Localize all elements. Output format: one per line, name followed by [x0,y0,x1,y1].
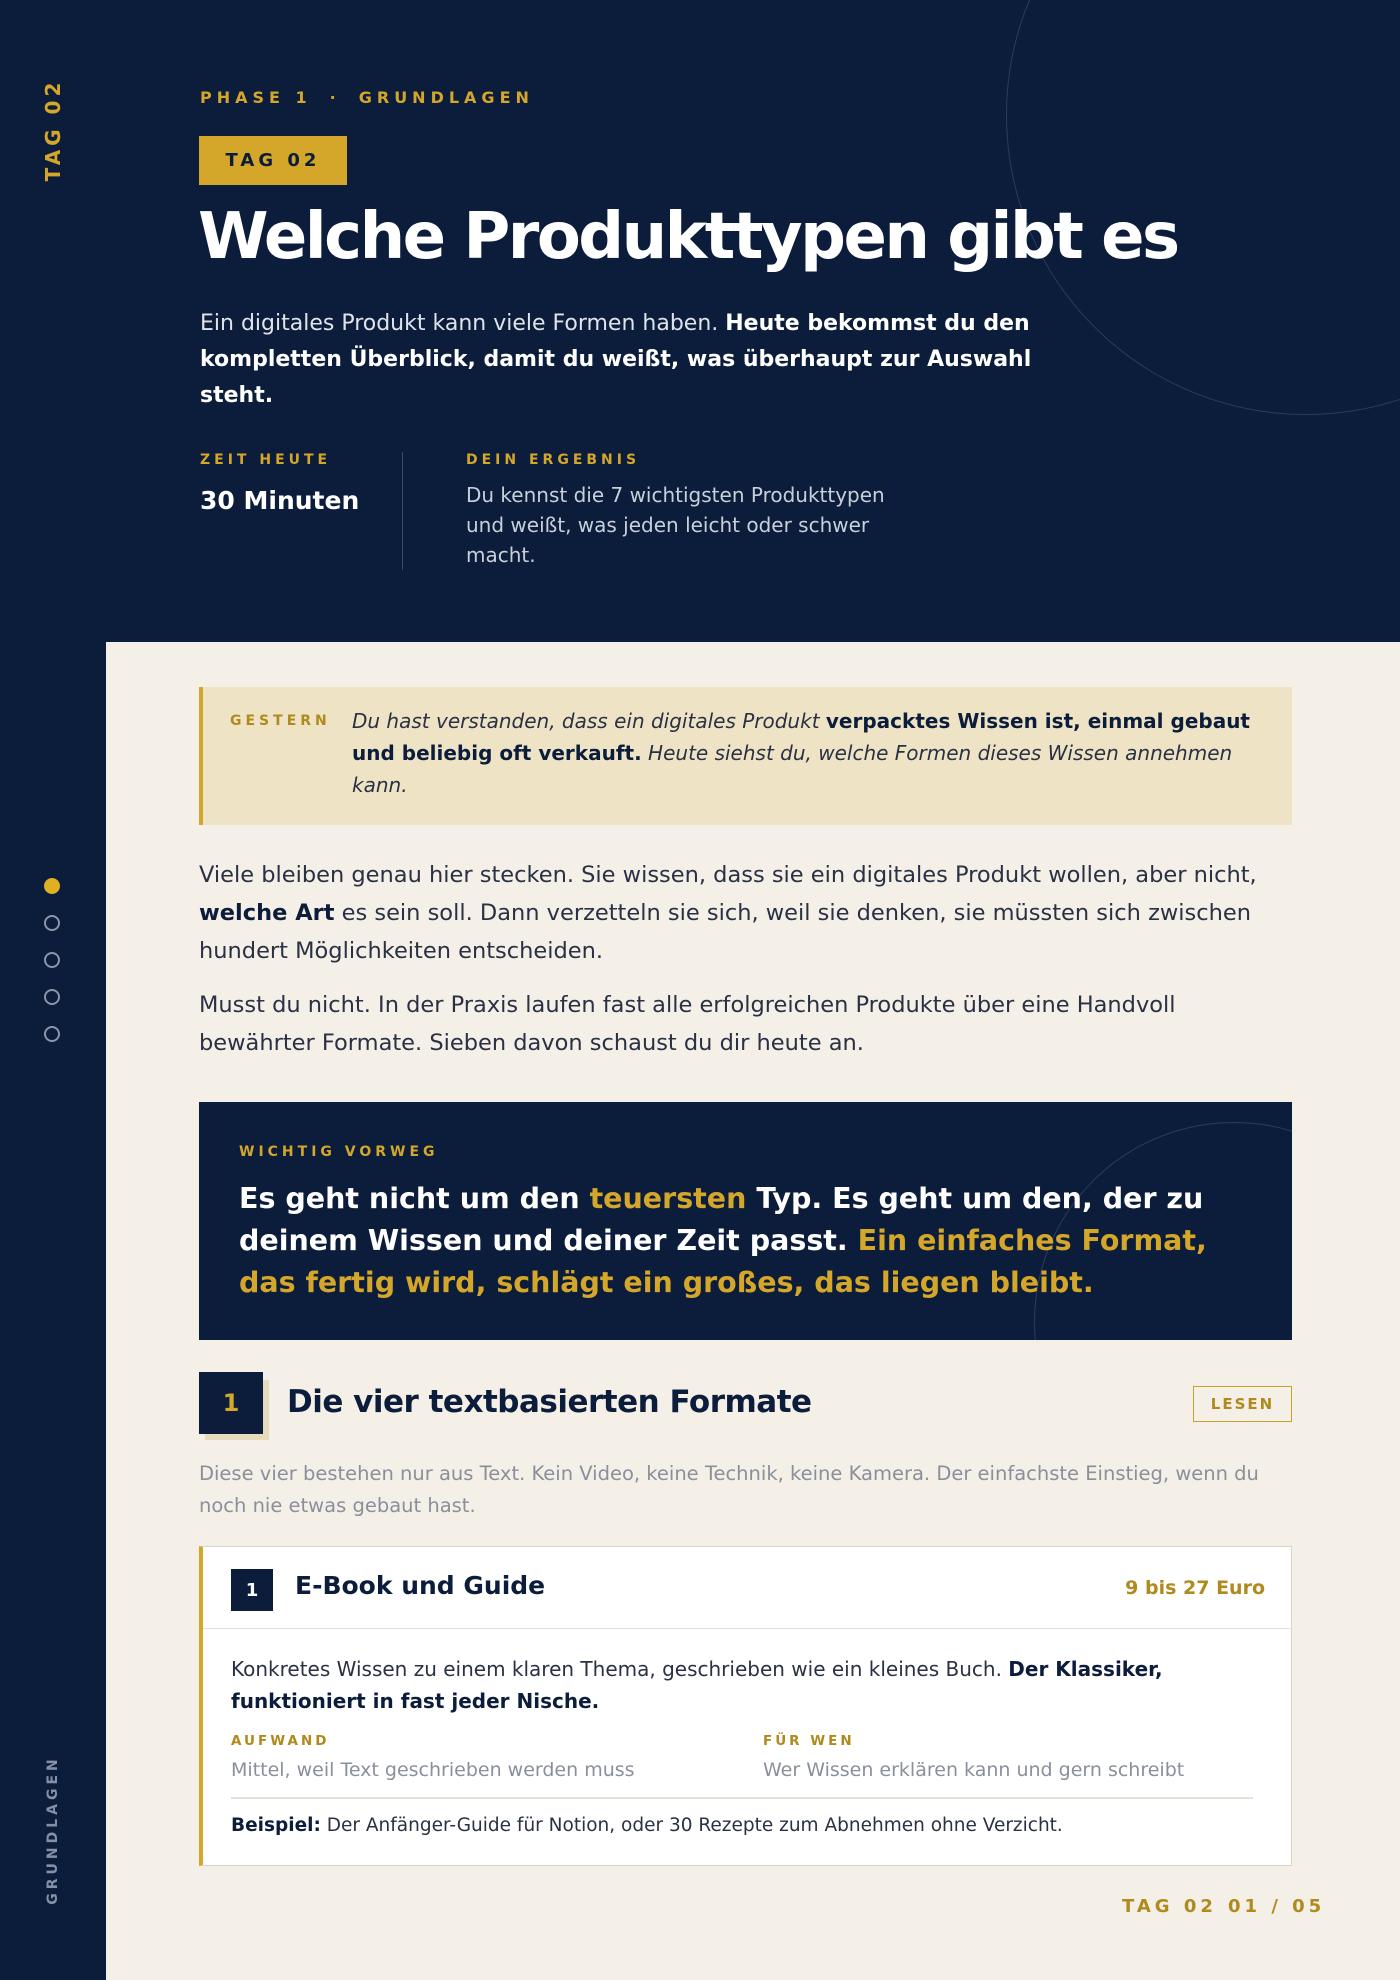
product-card [199,1546,1292,1866]
left-rail [0,0,106,1980]
important-label: WICHTIG VORWEG [239,1144,439,1160]
footer-day-tag: TAG 02 [1122,1896,1217,1917]
audience-label: FÜR WEN [763,1733,855,1749]
lead-paragraph: Ein digitales Produkt kann viele Formen haben. Heute bekommst du den kompletten Überblick, damit du weißt, was überhaupt zur Auswahl steht. [200,311,1032,408]
section-title: Die vier textbasierten Formate [287,1384,812,1420]
important-callout [199,1102,1292,1340]
result-text: Du kennst die 7 wichtigsten Produkttypen und weißt, was jeden leicht oder schwer macht. [466,483,885,567]
important-text: Es geht nicht um den teuersten Typ. Es geht um den, der zu deinem Wissen und deiner Zeit passt. Ein einfaches Format, das fertig wird, schlägt ein großes, das liegen bleibt. [239,1182,1207,1299]
yesterday-recap [199,687,1292,825]
section-header [199,1372,1292,1438]
rail-day-tag: TAG 02 [41,78,65,182]
card-number: 1 [231,1569,273,1611]
result-block [466,452,926,570]
read-badge: LESEN [1193,1386,1292,1422]
card-header [203,1547,1291,1629]
card-description: Konkretes Wissen zu einem klaren Thema, geschrieben wie ein kleines Buch. Der Klassiker, funktioniert in fast jeder Nische. [231,1657,1163,1713]
progress-dot [44,989,60,1005]
rail-category: GRUNDLAGEN [45,1755,61,1905]
progress-dots [44,878,62,1063]
card-divider [231,1797,1253,1799]
effort-value: Mittel, weil Text geschrieben werden muss [231,1759,635,1781]
phase-label: PHASE 1 [200,88,312,107]
hero-header [106,0,1400,642]
time-block [200,452,359,515]
intro-paragraph-2: Musst du nicht. In der Praxis laufen fast alle erfolgreichen Produkte über eine Handvoll bewährter Formate. Sieben davon schaust du dir heute an. [199,992,1176,1056]
progress-dot [44,915,60,931]
footer-page-number: 01 / 05 [1228,1896,1326,1917]
category-label: GRUNDLAGEN [358,88,534,107]
card-price: 9 bis 27 Euro [1125,1577,1265,1599]
result-label: DEIN ERGEBNIS [466,452,641,468]
intro-paragraph-1: Viele bleiben genau hier stecken. Sie wissen, dass sie ein digitales Produkt wollen, aber nicht, welche Art es sein soll. Dann verzetteln sie sich, weil sie denken, sie müssten sich zwischen hundert Möglichkeiten entscheiden. [199,862,1257,964]
card-title: E-Book und Guide [295,1571,546,1600]
meta-divider [402,452,403,570]
phase-eyebrow [200,88,534,107]
effort-field [231,1733,635,1781]
audience-value: Wer Wissen erklären kann und gern schreibt [763,1759,1185,1781]
page-title: Welche Produkttypen gibt es [198,200,1178,274]
section-number: 1 [199,1372,263,1434]
progress-dot-active [44,878,60,894]
time-value: 30 Minuten [200,486,360,515]
yesterday-text: Du hast verstanden, dass ein digitales Produkt verpacktes Wissen ist, einmal gebaut und beliebig oft verkauft. Heute siehst du, welche Formen dieses Wissen annehmen kann. [352,709,1250,797]
yesterday-label: GESTERN [230,713,331,729]
eyebrow-separator: · [329,88,341,107]
audience-field [763,1733,1184,1781]
progress-dot [44,952,60,968]
card-example: Beispiel: Der Anfänger-Guide für Notion, oder 30 Rezepte zum Abnehmen ohne Verzicht. [231,1815,1063,1836]
time-label: ZEIT HEUTE [200,452,332,468]
effort-label: AUFWAND [231,1733,330,1749]
progress-dot [44,1026,60,1042]
day-badge: TAG 02 [199,136,347,185]
section-description: Diese vier bestehen nur aus Text. Kein Video, keine Technik, keine Kamera. Der einfachste Einstieg, wenn du noch nie etwas gebaut hast. [199,1462,1259,1517]
